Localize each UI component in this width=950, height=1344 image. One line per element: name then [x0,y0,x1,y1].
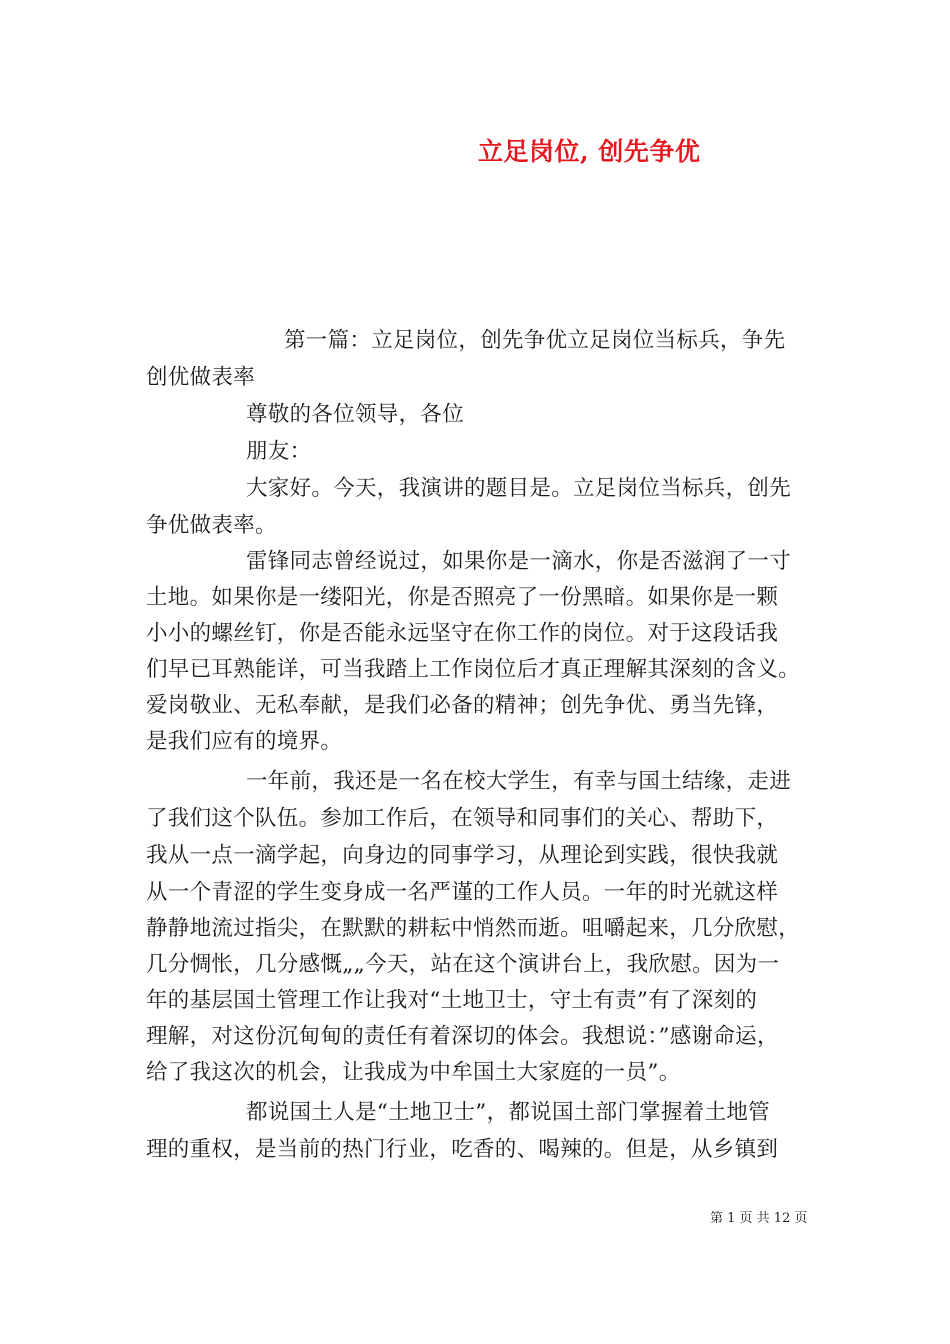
text-line: 第一篇：立足岗位，创先争优立足岗位当标兵，争先 [284,328,786,353]
text-line: 爱岗敬业、无私奉献，是我们必备的精神；创先争优、勇当先锋， [146,693,779,718]
page-title: 立足岗位, 创先争优 [478,137,701,166]
text-line: 我从一点一滴学起，向身边的同事学习，从理论到实践，很快我就 [146,843,779,868]
text-line: 创优做表率 [146,365,256,390]
text-line: 小小的螺丝钉，你是否能永远坚守在你工作的岗位。对于这段话我 [146,621,779,646]
text-line: 朋友： [246,439,312,464]
text-line: 是我们应有的境界。 [146,729,343,754]
text-line: 年的基层国土管理工作让我对“土地卫士，守土有责”有了深刻的 [146,988,758,1013]
text-line: 大家好。今天，我演讲的题目是。立足岗位当标兵，创先 [246,476,792,501]
text-line: 理的重权，是当前的热门行业，吃香的、喝辣的。但是，从乡镇到 [146,1137,779,1162]
text-line: 都说国土人是“土地卫士”，都说国土部门掌握着土地管 [246,1100,770,1125]
text-line: 土地。如果你是一缕阳光，你是否照亮了一份黑暗。如果你是一颗 [146,585,779,610]
text-line: 从一个青涩的学生变身成一名严谨的工作人员。一年的时光就这样 [146,880,779,905]
text-line: 们早已耳熟能详，可当我踏上工作岗位后才真正理解其深刻的含义。 [146,657,801,682]
text-line: 争优做表率。 [146,513,277,538]
text-line: 给了我这次的机会，让我成为中牟国土大家庭的一员”。 [146,1060,681,1085]
text-line: 雷锋同志曾经说过，如果你是一滴水，你是否滋润了一寸 [246,549,792,574]
text-line: 静静地流过指尖，在默默的耕耘中悄然而逝。咀嚼起来，几分欣慰， [146,916,801,941]
page-number-footer: 第 1 页 共 12 页 [710,1211,808,1226]
text-line: 几分惆怅，几分感慨„„今天，站在这个演讲台上，我欣慰。因为一 [146,952,780,977]
text-line: 一年前，我还是一名在校大学生，有幸与国土结缘，走进 [246,769,792,794]
text-line: 尊敬的各位领导，各位 [246,402,465,427]
text-line: 了我们这个队伍。参加工作后，在领导和同事们的关心、帮助下， [146,806,779,831]
text-line: 理解，对这份沉甸甸的责任有着深切的体会。我想说：”感谢命运， [146,1024,779,1049]
